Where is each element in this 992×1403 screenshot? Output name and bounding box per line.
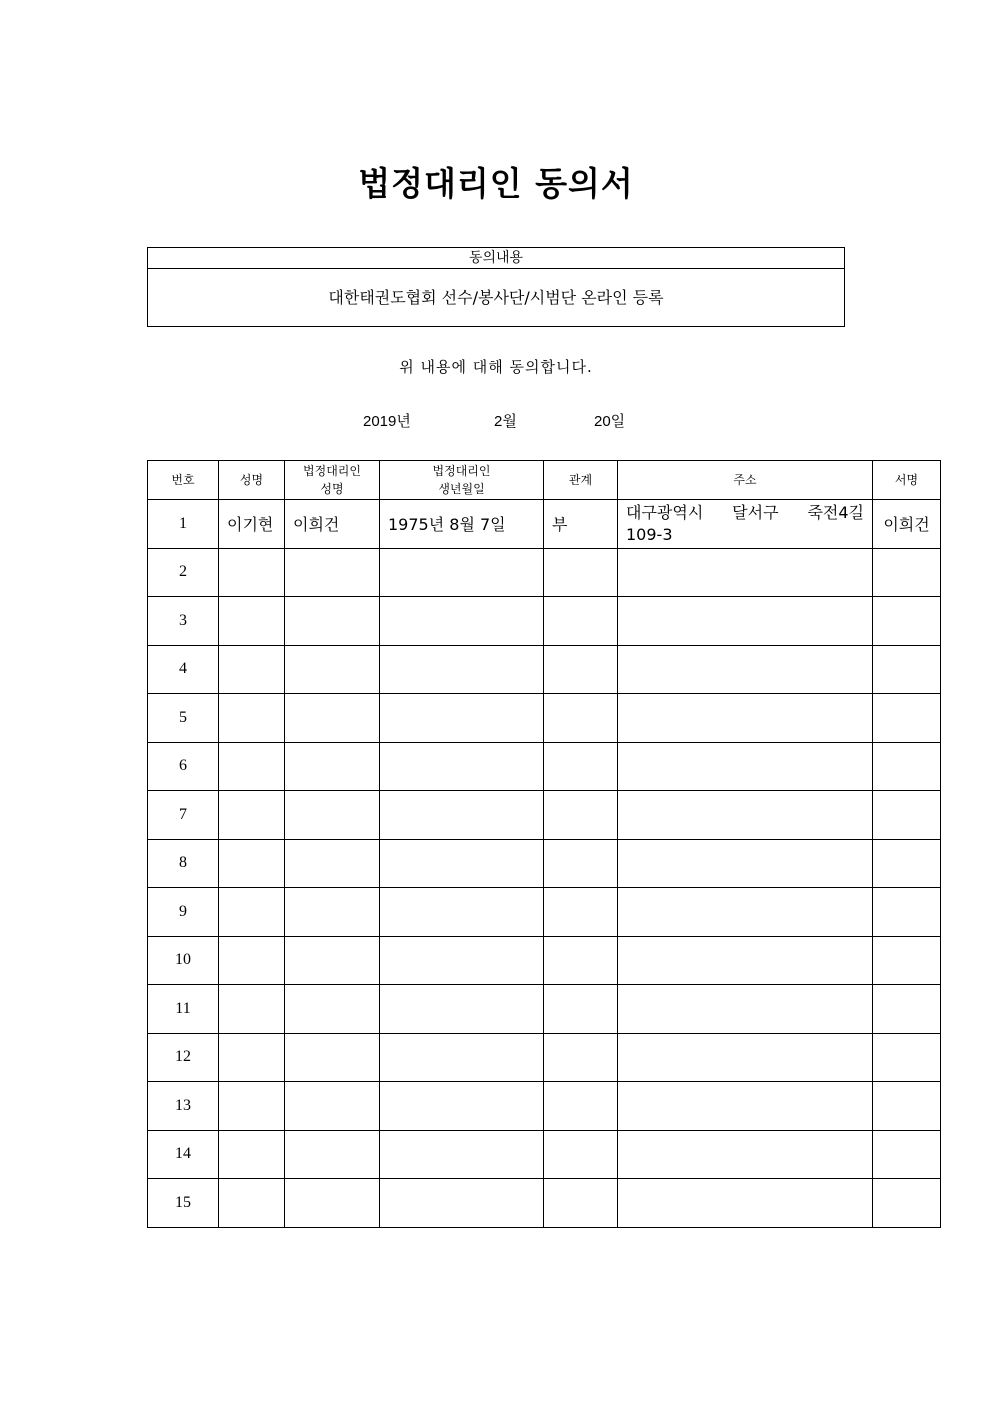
header-number: 번호 <box>148 461 219 500</box>
table-row <box>148 985 941 1034</box>
row-number: 9 <box>148 888 219 937</box>
row-address <box>618 500 873 549</box>
row-relation <box>544 645 618 694</box>
row-address <box>618 548 873 597</box>
row-number: 11 <box>148 985 219 1034</box>
row-address <box>618 985 873 1034</box>
agree-statement: 위 내용에 대해 동의합니다. <box>399 358 593 376</box>
row-guardian-name <box>285 936 380 985</box>
row-guardian-birth <box>380 1033 544 1082</box>
row-number: 7 <box>148 791 219 840</box>
row-relation <box>544 597 618 646</box>
address-part: 달서구 <box>732 502 779 522</box>
row-relation: 부 <box>544 500 618 549</box>
row-number: 3 <box>148 597 219 646</box>
row-address <box>618 936 873 985</box>
consent-body: 대한태권도협회 선수/봉사단/시범단 온라인 등록 <box>328 288 664 307</box>
row-name: 이기현 <box>219 500 285 549</box>
row-name <box>219 1130 285 1179</box>
row-guardian-birth <box>380 1179 544 1228</box>
table-row <box>148 1082 941 1131</box>
row-guardian-birth <box>380 888 544 937</box>
row-number: 5 <box>148 694 219 743</box>
table-row <box>148 694 941 743</box>
row-signature <box>873 1033 941 1082</box>
header-address: 주소 <box>618 461 873 500</box>
header-name: 성명 <box>219 461 285 500</box>
row-guardian-name <box>285 791 380 840</box>
row-name <box>219 839 285 888</box>
header-guardian-birth <box>380 461 544 500</box>
row-signature <box>873 936 941 985</box>
header-guardian-name-line1: 법정대리인 <box>303 464 361 478</box>
row-guardian-birth <box>380 936 544 985</box>
row-name <box>219 791 285 840</box>
header-guardian-name-line2: 성명 <box>320 482 344 496</box>
header-guardian-birth-line2: 생년월일 <box>438 482 485 496</box>
row-address <box>618 742 873 791</box>
row-signature <box>873 694 941 743</box>
row-address <box>618 839 873 888</box>
row-address <box>618 1033 873 1082</box>
row-guardian-birth <box>380 791 544 840</box>
consent-header: 동의내용 <box>148 248 844 269</box>
header-guardian-name <box>285 461 380 500</box>
row-signature <box>873 742 941 791</box>
row-name <box>219 936 285 985</box>
consent-box <box>147 247 845 327</box>
row-number: 10 <box>148 936 219 985</box>
row-number: 15 <box>148 1179 219 1228</box>
registration-table <box>147 460 941 1228</box>
table-row <box>148 1179 941 1228</box>
row-relation <box>544 1179 618 1228</box>
row-name <box>219 1033 285 1082</box>
date-month: 2월 <box>494 413 517 430</box>
table-row <box>148 1033 941 1082</box>
row-guardian-name <box>285 1179 380 1228</box>
row-number: 14 <box>148 1130 219 1179</box>
row-name <box>219 1179 285 1228</box>
row-signature <box>873 645 941 694</box>
row-name <box>219 645 285 694</box>
row-relation <box>544 1130 618 1179</box>
row-guardian-birth: 1975년 8월 7일 <box>380 500 544 549</box>
table-row <box>148 839 941 888</box>
row-guardian-name <box>285 1130 380 1179</box>
table-row <box>148 888 941 937</box>
row-name <box>219 694 285 743</box>
row-name <box>219 888 285 937</box>
row-guardian-name: 이희건 <box>285 500 380 549</box>
row-address <box>618 791 873 840</box>
table-row <box>148 597 941 646</box>
table-row <box>148 936 941 985</box>
row-guardian-birth <box>380 597 544 646</box>
row-relation <box>544 791 618 840</box>
table-row <box>148 548 941 597</box>
row-guardian-birth <box>380 645 544 694</box>
header-relation: 관계 <box>544 461 618 500</box>
row-relation <box>544 694 618 743</box>
table-row <box>148 791 941 840</box>
document-title: 법정대리인 동의서 <box>358 164 634 203</box>
row-relation <box>544 985 618 1034</box>
row-relation <box>544 548 618 597</box>
row-guardian-birth <box>380 839 544 888</box>
row-relation <box>544 888 618 937</box>
row-signature <box>873 548 941 597</box>
row-guardian-birth <box>380 742 544 791</box>
row-relation <box>544 936 618 985</box>
table-header-row <box>148 461 941 500</box>
row-signature <box>873 1179 941 1228</box>
row-signature <box>873 985 941 1034</box>
header-signature: 서명 <box>873 461 941 500</box>
row-guardian-name <box>285 597 380 646</box>
address-line2: 109-3 <box>626 524 673 544</box>
table-row <box>148 645 941 694</box>
row-guardian-name <box>285 888 380 937</box>
row-name <box>219 597 285 646</box>
row-name <box>219 742 285 791</box>
row-number: 13 <box>148 1082 219 1131</box>
row-number: 2 <box>148 548 219 597</box>
row-relation <box>544 742 618 791</box>
row-number: 8 <box>148 839 219 888</box>
address-part: 죽전4길 <box>807 502 864 522</box>
row-guardian-birth <box>380 1082 544 1131</box>
address-part: 대구광역시 <box>626 502 704 522</box>
row-address <box>618 1082 873 1131</box>
row-guardian-name <box>285 742 380 791</box>
row-guardian-name <box>285 839 380 888</box>
row-guardian-name <box>285 694 380 743</box>
row-guardian-birth <box>380 548 544 597</box>
row-relation <box>544 839 618 888</box>
row-address <box>618 1130 873 1179</box>
row-address <box>618 1179 873 1228</box>
table-row <box>148 742 941 791</box>
row-name <box>219 548 285 597</box>
row-guardian-name <box>285 548 380 597</box>
row-guardian-name <box>285 1082 380 1131</box>
row-address <box>618 888 873 937</box>
row-guardian-name <box>285 1033 380 1082</box>
row-address <box>618 597 873 646</box>
row-address <box>618 645 873 694</box>
row-signature: 이희건 <box>873 500 941 549</box>
row-number: 6 <box>148 742 219 791</box>
table-row <box>148 1130 941 1179</box>
row-number: 12 <box>148 1033 219 1082</box>
row-relation <box>544 1033 618 1082</box>
row-address <box>618 694 873 743</box>
row-signature <box>873 791 941 840</box>
row-guardian-name <box>285 985 380 1034</box>
row-signature <box>873 888 941 937</box>
row-number: 4 <box>148 645 219 694</box>
row-signature <box>873 839 941 888</box>
row-signature <box>873 597 941 646</box>
row-guardian-birth <box>380 985 544 1034</box>
header-guardian-birth-line1: 법정대리인 <box>432 464 491 478</box>
row-number: 1 <box>148 500 219 549</box>
date-year: 2019년 <box>363 413 411 430</box>
row-guardian-name <box>285 645 380 694</box>
date-day: 20일 <box>594 413 626 430</box>
row-guardian-birth <box>380 1130 544 1179</box>
table-row <box>148 500 941 549</box>
row-guardian-birth <box>380 694 544 743</box>
row-name <box>219 1082 285 1131</box>
row-signature <box>873 1130 941 1179</box>
row-relation <box>544 1082 618 1131</box>
address-line1 <box>626 502 864 524</box>
row-name <box>219 985 285 1034</box>
row-signature <box>873 1082 941 1131</box>
